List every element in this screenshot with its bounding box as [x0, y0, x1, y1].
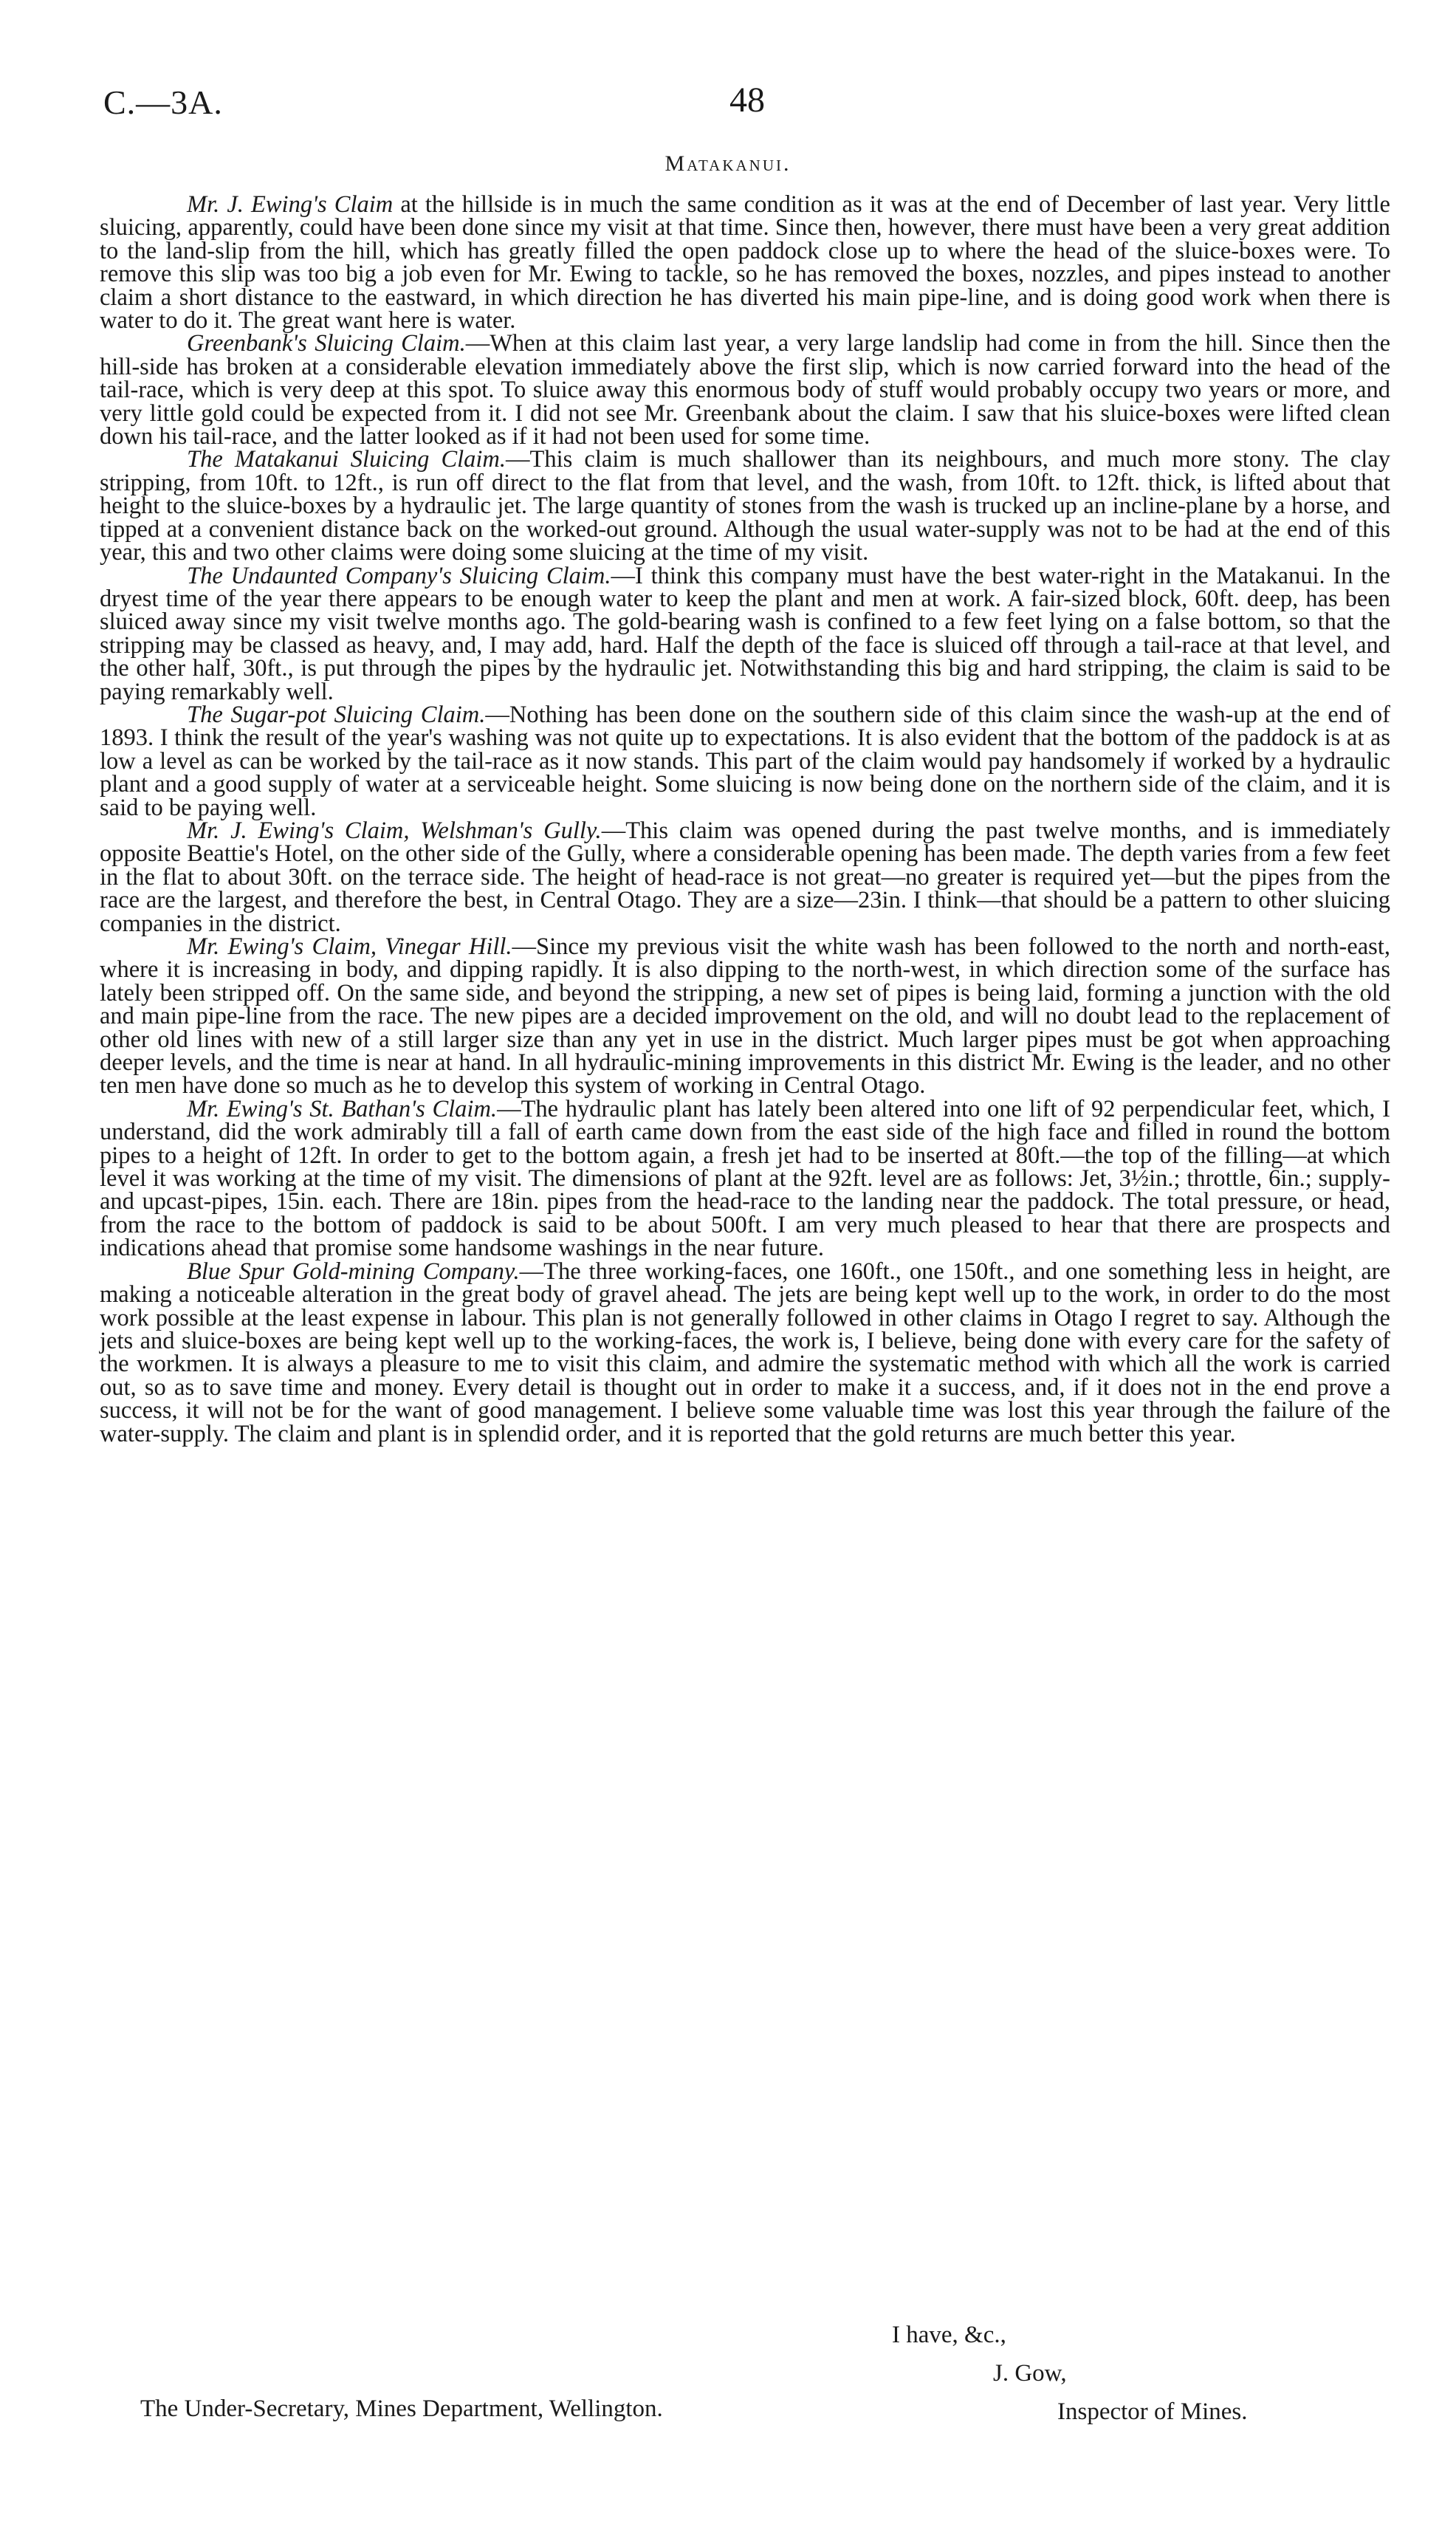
paragraph-lead: The Matakanui Sluicing Claim. [187, 446, 506, 473]
signer-name: J. Gow, [993, 2360, 1067, 2387]
paragraph-greenbank-claim [100, 332, 1390, 448]
paragraph-sugar-pot-claim [100, 701, 1390, 821]
paragraph-lead: The Undaunted Company's Sluicing Claim. [187, 562, 611, 589]
paragraph-lead: Mr. J. Ewing's Claim, Welshman's Gully. [187, 817, 602, 844]
paragraph-text: —This claim is much shallower than its neighbours, and much more stony. The clay stripping, from 10ft. to 12ft., is run off direct to the flat from that level, and the wash, from 10ft. to 12ft. thick, is lifted about that height to the sluice-boxes by a hydraulic jet. The large quantity of stones from the wash is trucked up an incline-plane by a horse, and tipped at a convenient distance back on the worked-out ground. Although the usual water-supply was not to be had at the end of this year, this and two other claims were doing some sluicing at the time of my visit. [100, 446, 1390, 566]
paragraph-vinegar-hill-claim [100, 933, 1390, 1100]
paragraph-lead: Mr. J. Ewing's Claim [187, 191, 394, 218]
paragraph-blue-spur-company [100, 1258, 1391, 1447]
paragraph-lead: Mr. Ewing's St. Bathan's Claim. [187, 1095, 498, 1122]
paragraph-lead: Greenbank's Sluicing Claim. [187, 330, 466, 357]
paragraph-text: at the hillside is in much the same condition as it was at the end of December of last year. Very little sluicing, apparently, could have been done since my visit at that time. Since then, however, there must have been a very great addition to the land-slip from the hill, which has greatly filled the open paddock close up to where the head of the sluice-boxes were. To remove this slip was too big a job even for Mr. Ewing to tackle, so he has removed the boxes, nozzles, and pipes instead to another claim a short distance to the eastward, in which direction he has diverted his main pipe-line, and is doing good work when there is water to do it. The great want here is water. [100, 191, 1390, 335]
paragraph-text: —Nothing has been done on the southern side of this claim since the wash-up at the end of 1893. I think the result of the year's washing was not quite up to expectations. It is also evident that the bottom of the paddock is at as low a level as can be worked by the tail-race as it now stands. This part of the claim would pay handsomely if worked by a hydraulic plant and a good supply of water at a serviceable height. Some sluicing is now being done on the northern side of the claim, and it is said to be paying well. [100, 701, 1390, 821]
addressee: The Under-Secretary, Mines Department, Wellington. [140, 2395, 663, 2422]
closing-salutation: I have, &c., [892, 2322, 1006, 2348]
paragraph-undaunted-claim [100, 562, 1390, 705]
paragraph-st-bathans-claim [100, 1095, 1390, 1262]
paragraph-matakanui-claim [100, 448, 1390, 564]
report-body [100, 193, 1390, 1446]
signer-title: Inspector of Mines. [1057, 2398, 1248, 2425]
paragraph-text: —The hydraulic plant has lately been altered into one lift of 92 perpendicular feet, which, I understand, did the work admirably till a fall of earth came down from the east side of the high face and filled in round the bottom pipes to a height of 12ft. In order to get to the bottom again, a fresh jet had to be inserted at 80ft.—the top of the filling—at which level it was working at the time of my visit. The dimensions of plant at the 92ft. level are as follows: Jet, 3½in.; throttle, 6in.; supply- and upcast-pipes, 15in. each. There are 18in. pipes from the head-race to the landing near the paddock. The total pressure, or head, from the race to the bottom of paddock is said to be about 500ft. I am very much pleased to hear that there are prospects and indications ahead that promise some handsome washings in the near future. [100, 1095, 1390, 1262]
page-number: 48 [729, 80, 765, 120]
paragraph-lead: The Sugar-pot Sluicing Claim. [187, 701, 486, 728]
paragraph-text: —I think this company must have the best water-right in the Matakanui. In the dryest time of the year there appears to be enough water to keep the plant and men at work. A fair-sized block, 60ft. deep, has been sluiced away since my visit twelve months ago. The gold-bearing wash is confined to a few feet lying on a false bottom, so that the stripping may be classed as heavy, and, I may add, hard. Half the depth of the face is sluiced off through a tail-race at that level, and the other half, 30ft., is put through the pipes by the hydraulic jet. Notwithstanding this big and hard stripping, the claim is said to be paying remarkably well. [100, 562, 1390, 705]
paragraph-text: —The three working-faces, one 160ft., one 150ft., and one something less in height, are making a noticeable alteration in the great body of gravel ahead. The jets are being kept well up to the work, in order to do the most work possible at the least expense in labour. This plan is not generally followed in other claims in Otago I regret to say. Although the jets and sluice-boxes are being kept well up to the working-faces, the work is, I believe, being done with every care for the safety of the workmen. It is always a pleasure to me to visit this claim, and admire the systematic method with which all the work is carried out, so as to save time and money. Every detail is thought out in order to make it a success, and, if it does not in the end prove a success, it will not be for the want of good management. I believe some valuable time was lost this year through the failure of the water-supply. The claim and plant is in splendid order, and it is reported that the gold returns are much better this year. [100, 1258, 1391, 1447]
paragraph-text: —Since my previous visit the white wash has been followed to the north and north-east, where it is increasing in body, and dipping rapidly. It is also dipping to the north-west, in which direction some of the surface has lately been stripped off. On the same side, and beyond the stripping, a new set of pipes is being laid, forming a junction with the old and main pipe-line from the race. The new pipes are a decided improvement on the old, and will no doubt lead to the replacement of other old lines with new of a still larger size than any yet in use in the district. Much larger pipes must be got when approaching deeper levels, and the time is near at hand. In all hydraulic-mining improvements in this district Mr. Ewing is the leader, and no other ten men have done so much as he to develop this system of working in Central Otago. [100, 933, 1390, 1100]
paragraph-text: —This claim was opened during the past twelve months, and is immediately opposite Beattie's Hotel, on the other side of the Gully, where a considerable opening has been made. The depth varies from a few feet in the flat to about 30ft. on the terrace side. The height of head-race is not great—no greater is required yet—but the pipes from the race are the largest, and therefore the best, in Central Otago. They are a size—23in. I think—that should be a pattern to other sluicing companies in the district. [100, 817, 1390, 937]
paragraph-lead: Mr. Ewing's Claim, Vinegar Hill. [187, 933, 512, 960]
document-code: C.—3A. [103, 83, 223, 121]
paragraph-lead: Blue Spur Gold-mining Company. [187, 1258, 520, 1285]
paragraph-ewing-claim [100, 191, 1390, 335]
paragraph-text: —When at this claim last year, a very large landslip had come in from the hill. Since then the hill-side has broken at a considerable elevation immediately above the first slip, which is now carried forward into the head of the tail-race, which is very deep at this spot. To sluice away this enormous body of stuff would probably occupy two years or more, and very little gold could be expected from it. I did not see Mr. Greenbank about the claim. I saw that his sluice-boxes were lifted clean down his tail-race, and the latter looked as if it had not been used for some time. [100, 330, 1390, 450]
paragraph-welshmans-gully-claim [100, 817, 1390, 937]
section-title: Matakanui. [665, 151, 791, 176]
